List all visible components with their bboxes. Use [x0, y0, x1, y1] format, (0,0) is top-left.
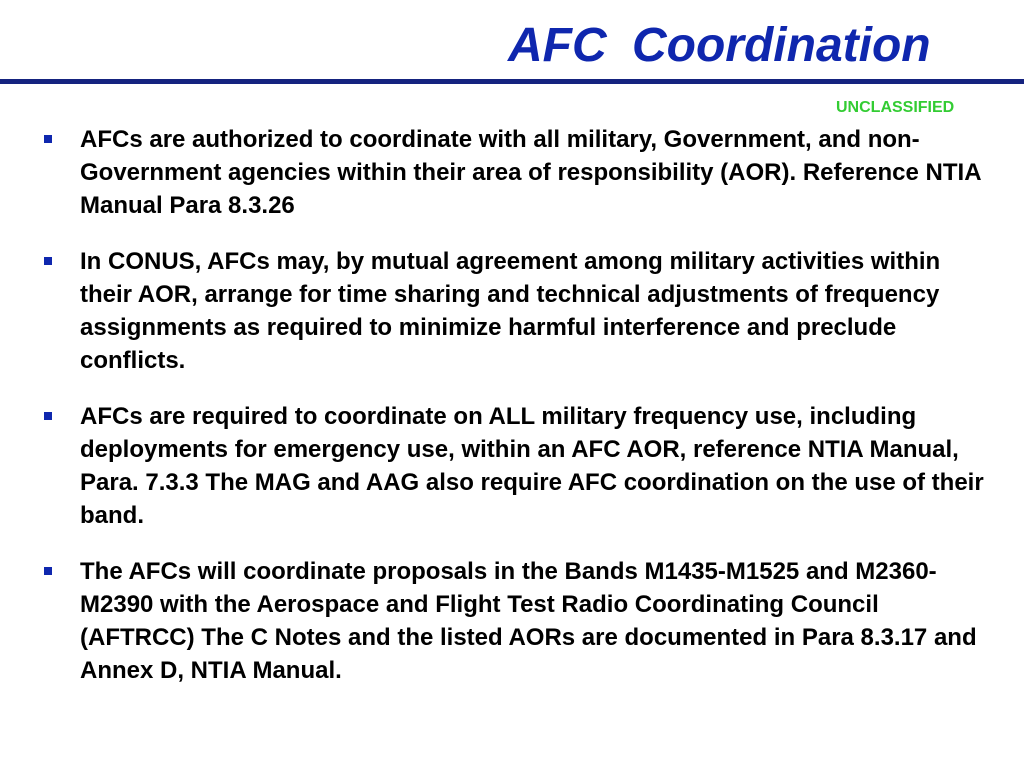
- slide-title: AFC Coordination: [508, 19, 931, 72]
- classification-label: UNCLASSIFIED: [836, 99, 955, 116]
- title-divider: [0, 79, 1024, 84]
- square-bullet-icon: [44, 567, 52, 575]
- bullet-list: [44, 123, 984, 710]
- bullet-item-3: [44, 400, 984, 532]
- bullet-item-2: [44, 245, 984, 377]
- square-bullet-icon: [44, 412, 52, 420]
- bullet-item-4: [44, 555, 984, 687]
- bullet-item-1: [44, 123, 984, 222]
- square-bullet-icon: [44, 135, 52, 143]
- square-bullet-icon: [44, 257, 52, 265]
- bullet-text-4: The AFCs will coordinate proposals in the Bands M1435-M1525 and M2360-M2390 with the Aerospace and Flight Test Radio Coordinating Council (AFTRCC) The C Notes and the listed AORs are documented in Para 8.3.17 and Annex D, NTIA Manual.: [80, 558, 977, 684]
- bullet-text-2: In CONUS, AFCs may, by mutual agreement among military activities within their AOR, arrange for time sharing and technical adjustments of frequency assignments as required to minimize harmful interference and preclude conflicts.: [80, 248, 941, 374]
- bullet-text-1: AFCs are authorized to coordinate with all military, Government, and non-Government agencies within their area of responsibility (AOR). Reference NTIA Manual Para 8.3.26: [80, 126, 981, 219]
- bullet-text-3: AFCs are required to coordinate on ALL military frequency use, including deployments for emergency use, within an AFC AOR, reference NTIA Manual, Para. 7.3.3 The MAG and AAG also require AFC coordination on the use of their band.: [80, 403, 984, 529]
